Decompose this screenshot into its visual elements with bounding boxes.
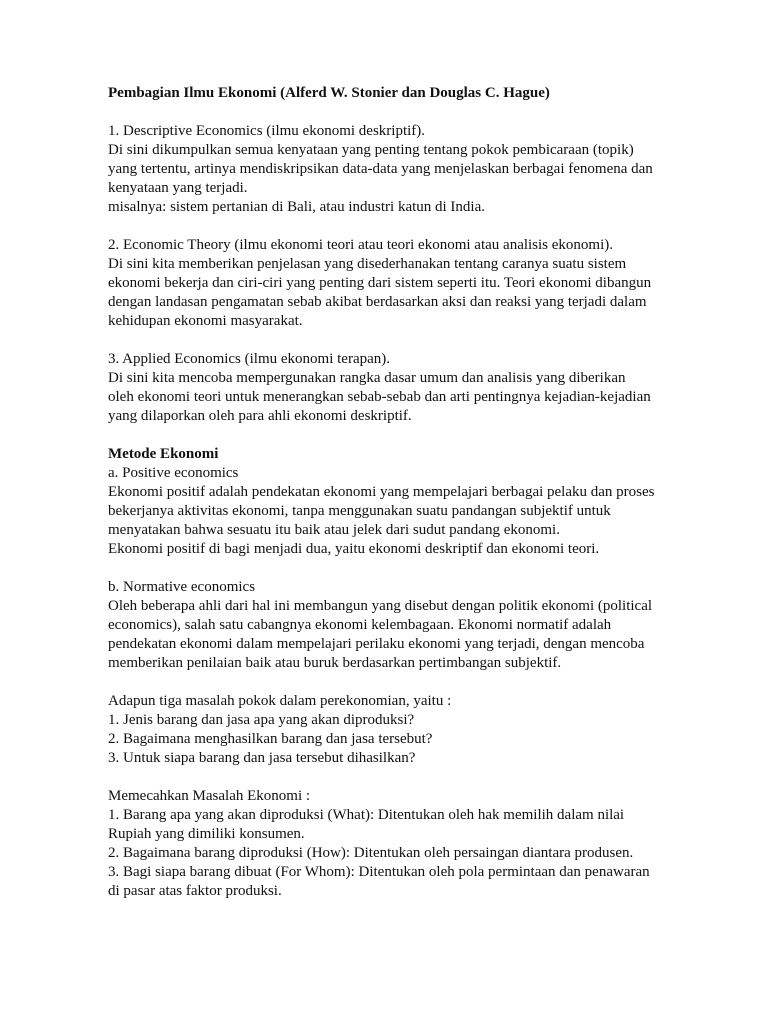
section-heading: Metode Ekonomi: [108, 446, 219, 462]
paragraph-line: Oleh beberapa ahli dari hal ini membangun yang disebut dengan politik ekonomi (political: [108, 598, 653, 614]
spacer: [108, 426, 698, 445]
section-intro: Adapun tiga masalah pokok dalam perekonomian, yaitu :: [108, 693, 452, 709]
paragraph-line: memberikan penilaian baik atau buruk berdasarkan pertimbangan subjektif.: [108, 655, 562, 671]
list-item: 2. Bagaimana barang diproduksi (How): Ditentukan oleh persaingan diantara produsen.: [108, 845, 634, 861]
paragraph-line: misalnya: sistem pertanian di Bali, atau industri katun di India.: [108, 199, 486, 215]
list-item: 1. Jenis barang dan jasa apa yang akan diproduksi?: [108, 712, 415, 728]
list-item: di pasar atas faktor produksi.: [108, 883, 282, 899]
paragraph-line: yang dilaporkan oleh para ahli ekonomi deskriptif.: [108, 408, 412, 424]
list-item: Rupiah yang dimiliki konsumen.: [108, 826, 305, 842]
subsection-heading: b. Normative economics: [108, 579, 256, 595]
paragraph-line: oleh ekonomi teori untuk menerangkan sebab-sebab dan arti pentingnya kejadian-kejadian: [108, 389, 651, 405]
section-memecahkan-masalah: [108, 787, 698, 901]
section-heading: 3. Applied Economics (ilmu ekonomi terapan).: [108, 351, 391, 367]
section-heading: 1. Descriptive Economics (ilmu ekonomi deskriptif).: [108, 123, 426, 139]
paragraph-line: kehidupan ekonomi masyarakat.: [108, 313, 303, 329]
section-heading: 2. Economic Theory (ilmu ekonomi teori atau teori ekonomi atau analisis ekonomi).: [108, 237, 614, 253]
paragraph-line: kenyataan yang terjadi.: [108, 180, 248, 196]
paragraph-line: Di sini kita mencoba mempergunakan rangka dasar umum dan analisis yang diberikan: [108, 370, 626, 386]
list-item: 1. Barang apa yang akan diproduksi (What): Ditentukan oleh hak memilih dalam nilai: [108, 807, 625, 823]
spacer: [108, 103, 698, 122]
paragraph-line: economics), salah satu cabangnya ekonomi kelembagaan. Ekonomi normatif adalah: [108, 617, 612, 633]
spacer: [108, 559, 698, 578]
paragraph-line: yang tertentu, artinya mendiskripsikan data-data yang menjelaskan berbagai fenomena dan: [108, 161, 653, 177]
section-heading: Memecahkan Masalah Ekonomi :: [108, 788, 311, 804]
list-item: 2. Bagaimana menghasilkan barang dan jasa tersebut?: [108, 731, 433, 747]
paragraph-line: menyatakan bahwa sesuatu itu baik atau jelek dari sudut pandang ekonomi.: [108, 522, 560, 538]
paragraph-line: bekerjanya aktivitas ekonomi, tanpa menggunakan suatu pandangan subjektif untuk: [108, 503, 611, 519]
list-item: 3. Untuk siapa barang dan jasa tersebut dihasilkan?: [108, 750, 416, 766]
paragraph-line: Ekonomi positif adalah pendekatan ekonomi yang mempelajari berbagai pelaku dan proses: [108, 484, 655, 500]
spacer: [108, 217, 698, 236]
section-applied-economics: [108, 350, 698, 426]
paragraph-line: Ekonomi positif di bagi menjadi dua, yaitu ekonomi deskriptif dan ekonomi teori.: [108, 541, 600, 557]
spacer: [108, 673, 698, 692]
paragraph-line: Di sini dikumpulkan semua kenyataan yang penting tentang pokok pembicaraan (topik): [108, 142, 634, 158]
section-descriptive-economics: [108, 122, 698, 217]
paragraph-line: dengan landasan pengamatan sebab akibat berdasarkan aksi dan reaksi yang terjadi dalam: [108, 294, 647, 310]
subsection-heading: a. Positive economics: [108, 465, 239, 481]
list-item: 3. Bagi siapa barang dibuat (For Whom): Ditentukan oleh pola permintaan dan penawaran: [108, 864, 650, 880]
paragraph-line: pendekatan ekonomi dalam mempelajari perilaku ekonomi yang terjadi, dengan mencoba: [108, 636, 645, 652]
document-title: Pembagian Ilmu Ekonomi (Alferd W. Stonier dan Douglas C. Hague): [108, 85, 550, 101]
section-metode-ekonomi: [108, 445, 698, 673]
section-masalah-pokok: [108, 692, 698, 768]
spacer: [108, 768, 698, 787]
paragraph-line: Di sini kita memberikan penjelasan yang disederhanakan tentang caranya suatu sistem: [108, 256, 627, 272]
paragraph-line: ekonomi bekerja dan ciri-ciri yang penting dari sistem seperti itu. Teori ekonomi dibangun: [108, 275, 652, 291]
spacer: [108, 331, 698, 350]
section-economic-theory: [108, 236, 698, 331]
